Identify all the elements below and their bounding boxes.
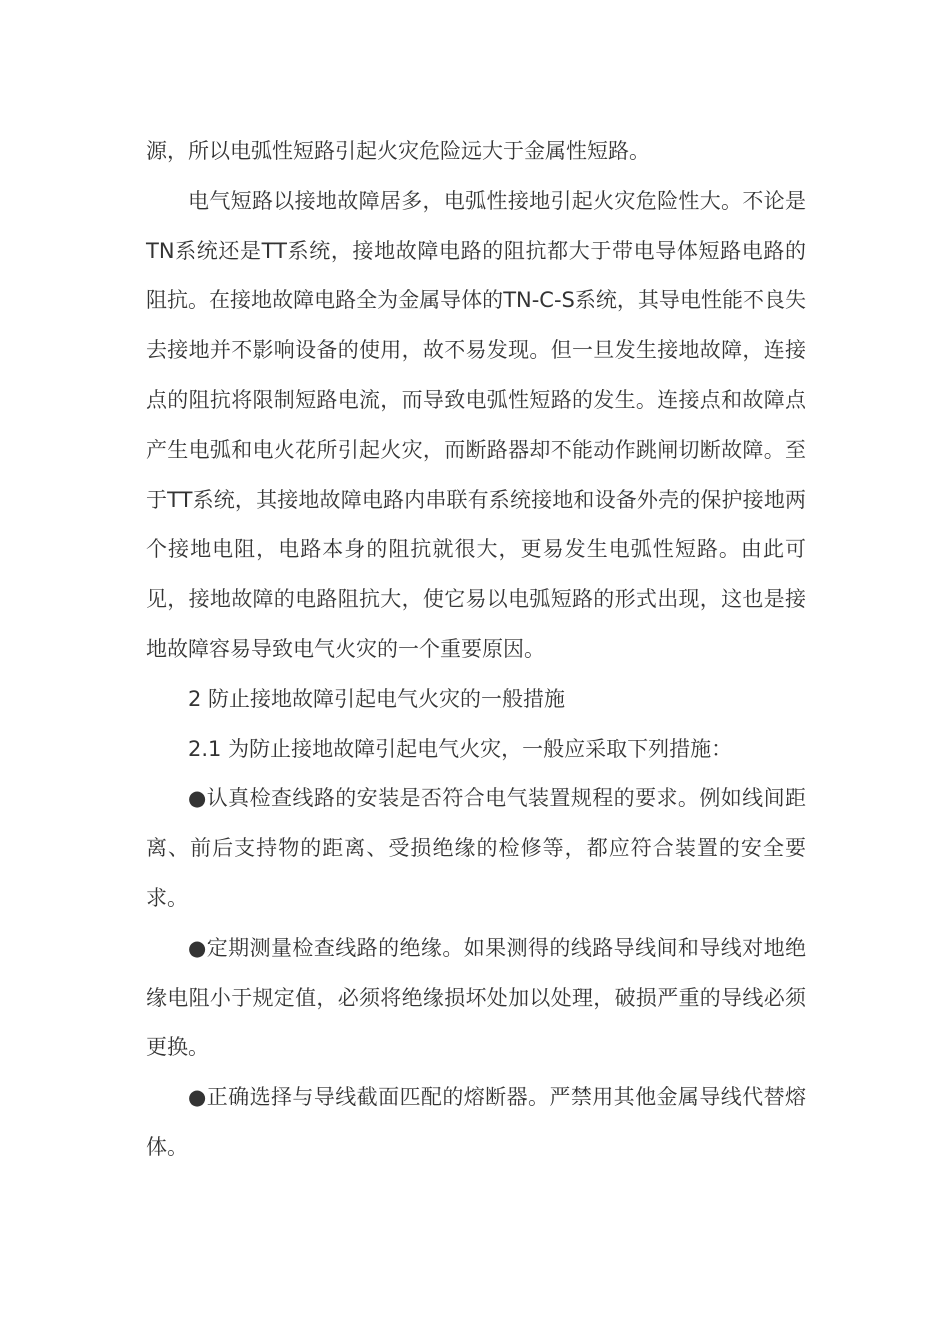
subsection-heading-2-1: 2.1 为防止接地故障引起电气火灾，一般应采取下列措施： <box>188 736 733 761</box>
bullet-item-insulation-test: ●定期测量检查线路的绝缘。如果测得的线路导线间和导线对地绝缘电阻小于规定值，必须将绝缘损坏处加以处理，破损严重的导线必须更换。 <box>146 935 806 1060</box>
section-heading-2: 2 防止接地故障引起电气火灾的一般措施 <box>188 686 566 711</box>
paragraph-continuation: 源，所以电弧性短路引起火灾危险远大于金属性短路。 <box>146 139 650 163</box>
document-body <box>146 127 806 1173</box>
paragraph-ground-fault-explanation: 电气短路以接地故障居多，电弧性接地引起火灾危险性大。不论是TN系统还是TT系统，接地故障电路的阻抗都大于带电导体短路电路的阻抗。在接地故障电路全为金属导体的TN-C-S系统，其导电性能不良失去接地并不影响设备的使用，故不易发现。但一旦发生接地故障，连接点的阻抗将限制短路电流，而导致电弧性短路的发生。连接点和故障点产生电弧和电火花所引起火灾，而断路器却不能动作跳闸切断故障。至于TT系统，其接地故障电路内串联有系统接地和设备外壳的保护接地两个接地电阻，电路本身的阻抗就很大，更易发生电弧性短路。由此可见，接地故障的电路阻抗大，使它易以电弧短路的形式出现，这也是接地故障容易导致电气火灾的一个重要原因。 <box>146 188 806 661</box>
bullet-item-line-inspection: ●认真检查线路的安装是否符合电气装置规程的要求。例如线间距离、前后支持物的距离、受损绝缘的检修等，都应符合装置的安全要求。 <box>146 786 806 910</box>
bullet-item-fuse-selection: ●正确选择与导线截面匹配的熔断器。严禁用其他金属导线代替熔体。 <box>146 1085 806 1159</box>
